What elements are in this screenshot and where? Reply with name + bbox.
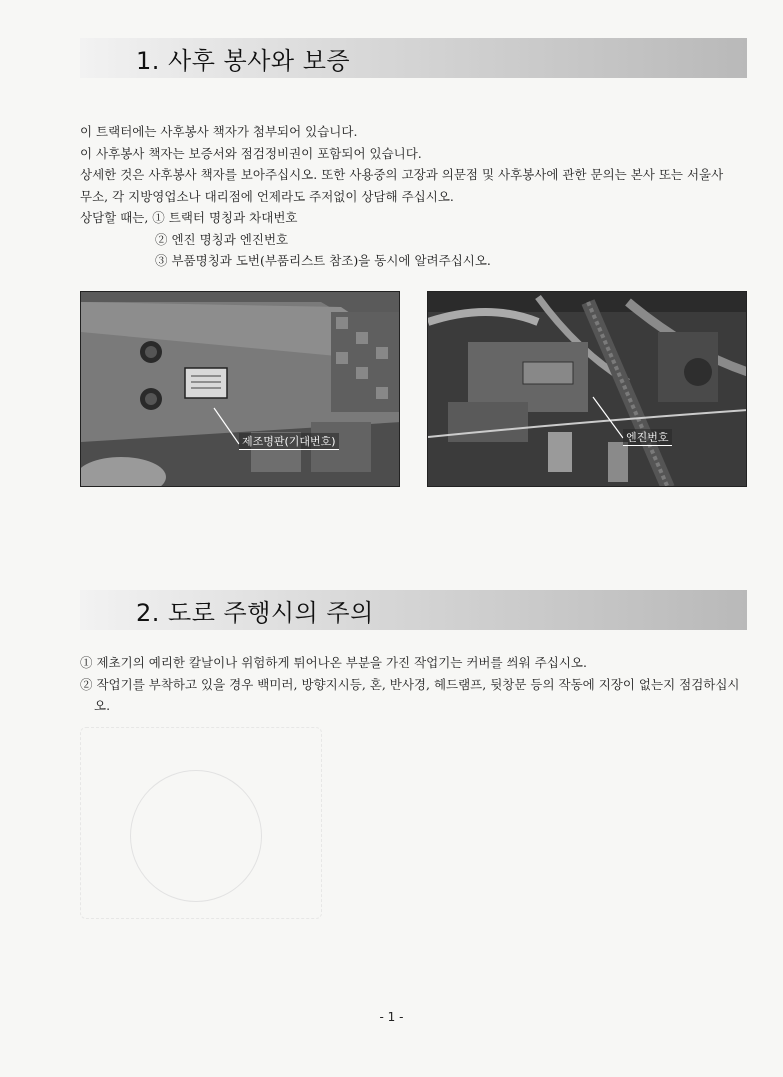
engine-number-label: 엔진번호 (623, 429, 672, 446)
paragraph-line: 이 트랙터에는 사후봉사 책자가 첨부되어 있습니다. (80, 124, 358, 139)
engine-number-photo (427, 291, 747, 487)
road-driving-caution-list (80, 652, 747, 717)
paragraph-line: 이 사후봉사 책자는 보증서와 점검정비권이 포함되어 있습니다. (80, 145, 422, 161)
caution-item: ① 제초기의 예리한 칼날이나 위험하게 튀어나온 부분을 가진 작업기는 커버를 씌워 주십시오. (80, 655, 587, 670)
paragraph-line: 상세한 것은 사후봉사 책자를 보아주십시오. 또한 사용중의 고장과 의문점 및 사후봉사에 관한 문의는 본사 또는 서울사 (80, 167, 724, 182)
section-2-header (80, 590, 747, 630)
chassis-number-label: 제조명판(기대번호) (239, 433, 339, 450)
caution-item: ② 작업기를 부착하고 있을 경우 백미러, 방향지시등, 혼, 반사경, 헤드램프, 뒷창문 등의 작동에 지장이 없는지 점검하십시오. (80, 676, 740, 713)
section-2-title: 2. 도로 주행시의 주의 (136, 599, 374, 627)
paragraph-line: 상담할 때는, ① 트랙터 명칭과 차대번호 (80, 210, 298, 225)
chassis-photo-image (81, 292, 400, 487)
section-1-title: 1. 사후 봉사와 보증 (136, 47, 351, 75)
engine-photo-image (428, 292, 747, 487)
paragraph-line: ② 엔진 명칭과 엔진번호 (155, 231, 289, 247)
paragraph-line: 무소, 각 지방영업소나 대리점에 언제라도 주저없이 상담해 주십시오. (80, 188, 454, 204)
page-number: - 1 - (379, 1010, 404, 1024)
warranty-paragraph (80, 121, 747, 272)
section-1-header (80, 38, 747, 78)
chassis-serial-plate-photo (80, 291, 400, 487)
paragraph-line: ③ 부품명칭과 도번(부품리스트 참조)을 동시에 알려주십시오. (155, 253, 491, 268)
bleed-through-artifact (130, 770, 262, 902)
